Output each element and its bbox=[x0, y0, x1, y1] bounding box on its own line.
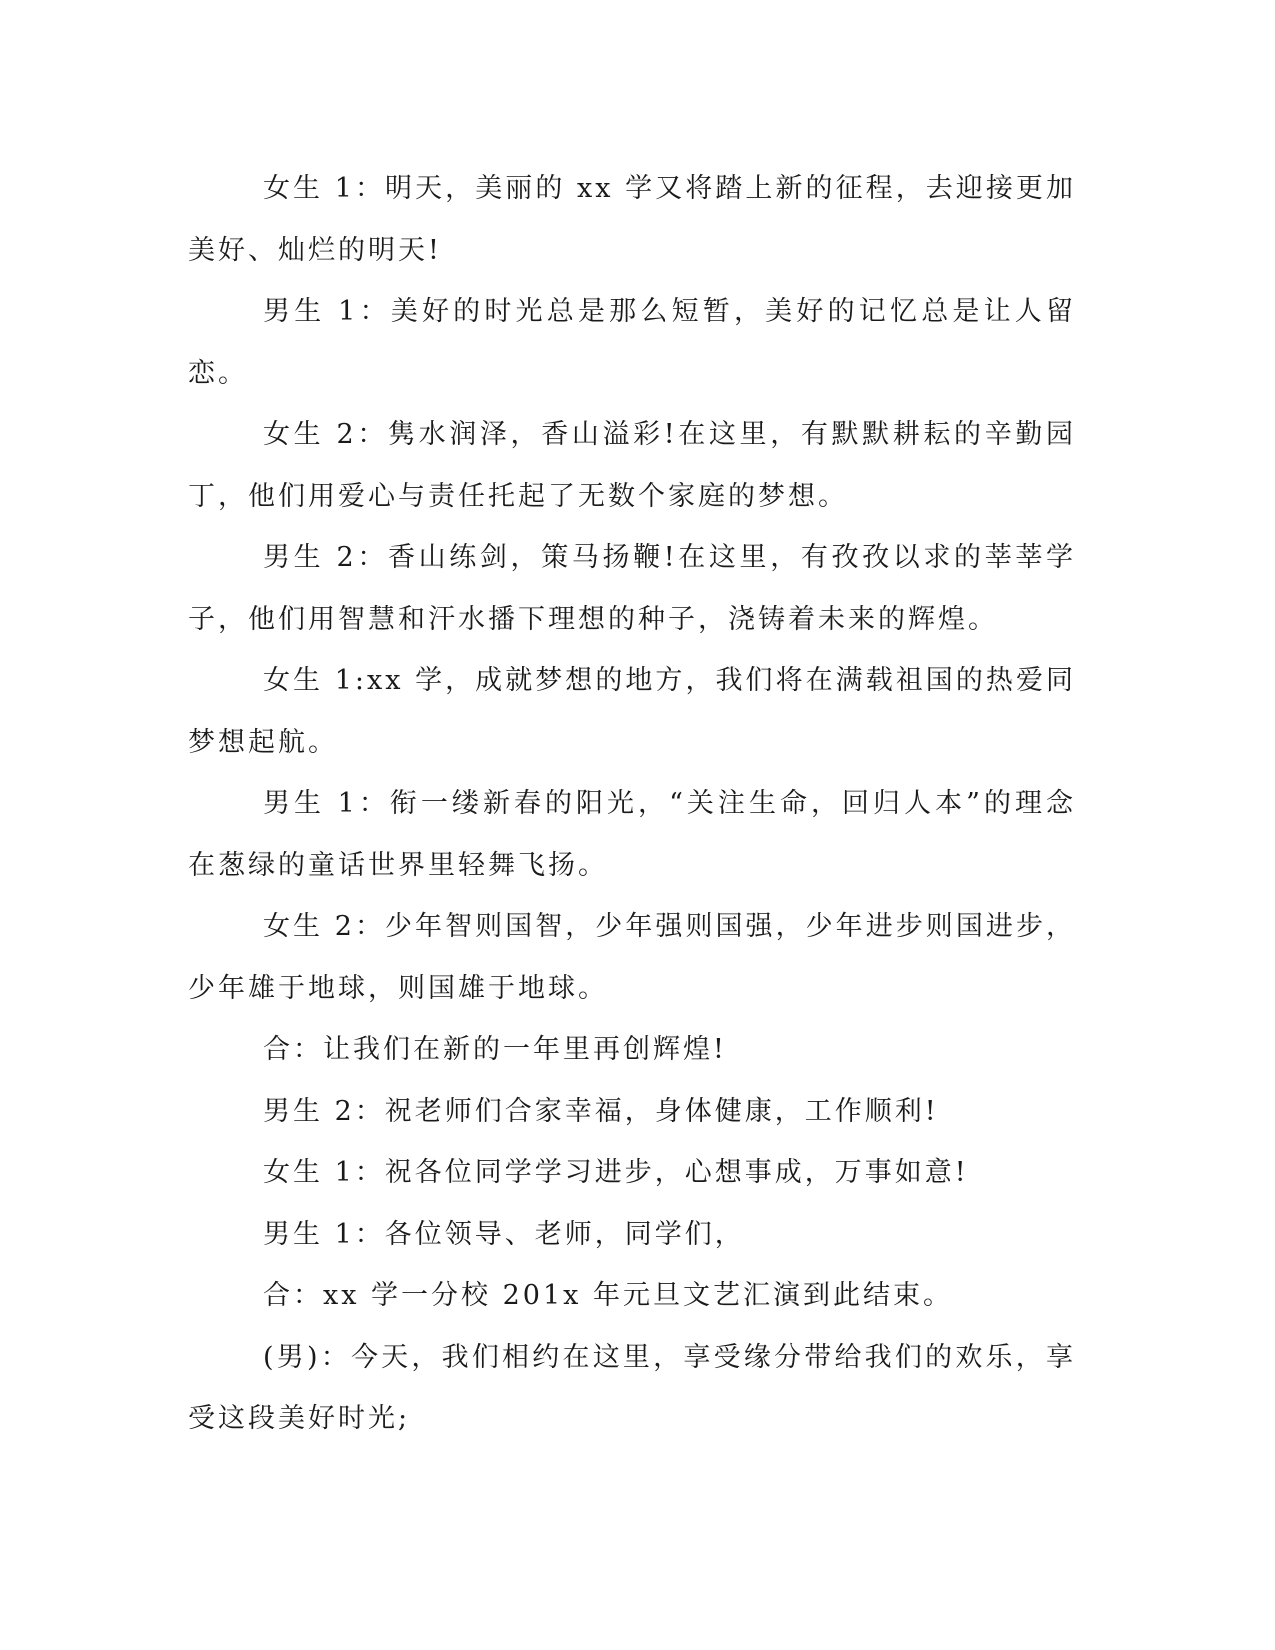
paragraph-11: 男生 1：各位领导、老师，同学们， bbox=[263, 1218, 745, 1250]
paragraph-13: (男)：今天，我们相约在这里，享受缘分带给我们的欢乐，享受这段美好时光; bbox=[188, 1341, 1076, 1434]
paragraph-5: 女生 1:xx 学，成就梦想的地方，我们将在满载祖国的热爱同梦想起航。 bbox=[188, 665, 1076, 758]
paragraph-7: 女生 2：少年智则国智，少年强则国强，少年进步则国进步，少年雄于地球，则国雄于地球。 bbox=[188, 911, 1076, 1004]
document-body bbox=[188, 158, 1076, 1450]
paragraph-12: 合：xx 学一分校 201x 年元旦文艺汇演到此结束。 bbox=[263, 1280, 953, 1311]
paragraph-2: 男生 1：美好的时光总是那么短暂，美好的记忆总是让人留恋。 bbox=[188, 296, 1076, 389]
paragraph-1: 女生 1：明天，美丽的 xx 学又将踏上新的征程，去迎接更加美好、灿烂的明天! bbox=[188, 173, 1076, 266]
paragraph-4: 男生 2：香山练剑，策马扬鞭!在这里，有孜孜以求的莘莘学子，他们用智慧和汗水播下理想的种子，浇铸着未来的辉煌。 bbox=[188, 542, 1076, 635]
paragraph-3: 女生 2：隽水润泽，香山溢彩!在这里，有默默耕耘的辛勤园丁，他们用爱心与责任托起了无数个家庭的梦想。 bbox=[188, 419, 1076, 512]
paragraph-8: 合：让我们在新的一年里再创辉煌! bbox=[263, 1034, 727, 1065]
paragraph-10: 女生 1：祝各位同学学习进步，心想事成，万事如意! bbox=[263, 1157, 969, 1188]
paragraph-6: 男生 1：衔一缕新春的阳光，“关注生命，回归人本”的理念在葱绿的童话世界里轻舞飞扬。 bbox=[188, 788, 1076, 881]
paragraph-9: 男生 2：祝老师们合家幸福，身体健康，工作顺利! bbox=[263, 1095, 939, 1127]
